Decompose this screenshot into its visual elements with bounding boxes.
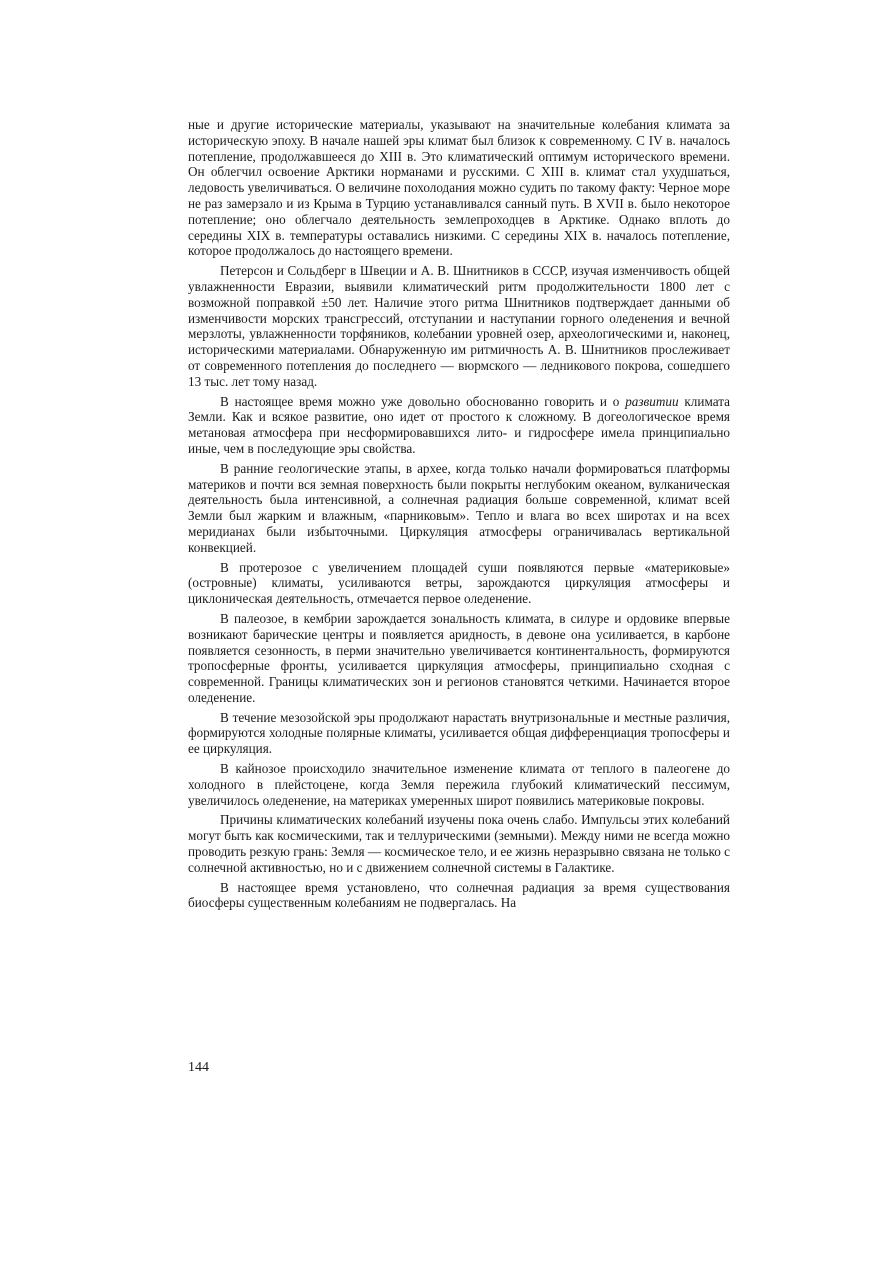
page-number: 144: [188, 1060, 209, 1075]
paragraph-6: В палеозое, в кембрии зарождается зональность климата, в силуре и ордовике впервые возникают барические центры и появляется аридность, в девоне она усиливается, в карбоне появляется сезонность, в перми значительно увеличивается континентальность, формируются тропосферные фронты, усиливается циркуляция атмосферы, принципиально сходная с современной. Границы климатических зон и регионов становятся четкими. Начинается второе оледенение.: [188, 610, 730, 705]
page-body: [188, 117, 730, 911]
paragraph-3-end: климата Земли. Как и всякое развитие, оно идет от простого к сложному. В догеологическое время метановая атмосфера при несформировавшихся лито- и гидросфере имела принципиально иные, чем в последующие эры свойства.: [188, 393, 730, 456]
paragraph-10: В настоящее время установлено, что солнечная радиация за время существования биосферы существенным колебаниям не подвергалась. На: [188, 879, 730, 911]
paragraph-2: Петерсон и Сольдберг в Швеции и А. В. Шнитников в СССР, изучая изменчивость общей увлажненности Евразии, выявили климатический ритм продолжительности 1800 лет с возможной поправкой ±50 лет. Наличие этого ритма Шнитников подтверждает данными об изменчивости морских трансгрессий, отступании и наступании горного оледенения и вечной мерзлоты, увлажненности торфяников, колебании уровней озер, археологическими и, наконец, историческими материалами. Обнаруженную им ритмичность А. В. Шнитников прослеживает от современного потепления до последнего — вюрмского — ледникового покрова, сошедшего 13 тыс. лет тому назад.: [188, 263, 730, 389]
paragraph-3-start: В настоящее время можно уже довольно обоснованно говорить и о: [220, 393, 626, 409]
paragraph-7: В течение мезозойской эры продолжают нарастать внутризональные и местные различия, формируются холодные полярные климаты, усиливается общая дифференциация тропосферы и ее циркуляция.: [188, 709, 730, 757]
paragraph-5: В протерозое с увеличением площадей суши появляются первые «материковые» (островные) климаты, усиливаются ветры, зарождаются циркуляция атмосферы и циклоническая деятельность, отмечается первое оледенение.: [188, 559, 730, 607]
paragraph-4: В ранние геологические этапы, в архее, когда только начали формироваться платформы материков и почти вся земная поверхность были покрыты неглубоким океаном, вулканическая деятельность была интенсивной, а солнечная радиация больше современной, климат всей Земли был жарким и влажным, «парниковым». Тепло и влага во всех широтах и на всех меридианах были избыточными. Циркуляция атмосферы ограничивалась вертикальной конвекцией.: [188, 460, 730, 555]
paragraph-3: [188, 394, 730, 457]
paragraph-3-emphasis: развитии: [625, 393, 679, 409]
paragraph-9: Причины климатических колебаний изучены пока очень слабо. Импульсы этих колебаний могут быть как космическими, так и теллурическими (земными). Между ними не всегда можно проводить резкую грань: Земля — космическое тело, и ее жизнь неразрывно связана не только с солнечной активностью, но и с движением солнечной системы в Галактике.: [188, 812, 730, 875]
paragraph-8: В кайнозое происходило значительное изменение климата от теплого в палеогене до холодного в плейстоцене, когда Земля пережила глубокий климатический пессимум, увеличилось оледенение, на материках умеренных широт появились материковые покровы.: [188, 761, 730, 808]
paragraph-1: ные и другие исторические материалы, указывают на значительные колебания климата за историческую эпоху. В начале нашей эры климат был близок к современному. С IV в. началось потепление, продолжавшееся до XIII в. Это климатический оптимум исторического времени. Он облегчил освоение Арктики норманами и русскими. С XIII в. климат стал ухудшаться, ледовость увеличиваться. О величине похолодания можно судить по такому факту: Черное море не раз замерзало и из Крыма в Турцию устанавливался санный путь. В XVII в. было некоторое потепление; оно облегчало деятельность землепроходцев в Арктике. Однако вплоть до середины XIX в. температуры оставались низкими. С середины XIX в. началось потепление, которое продолжалось до настоящего времени.: [188, 117, 730, 259]
